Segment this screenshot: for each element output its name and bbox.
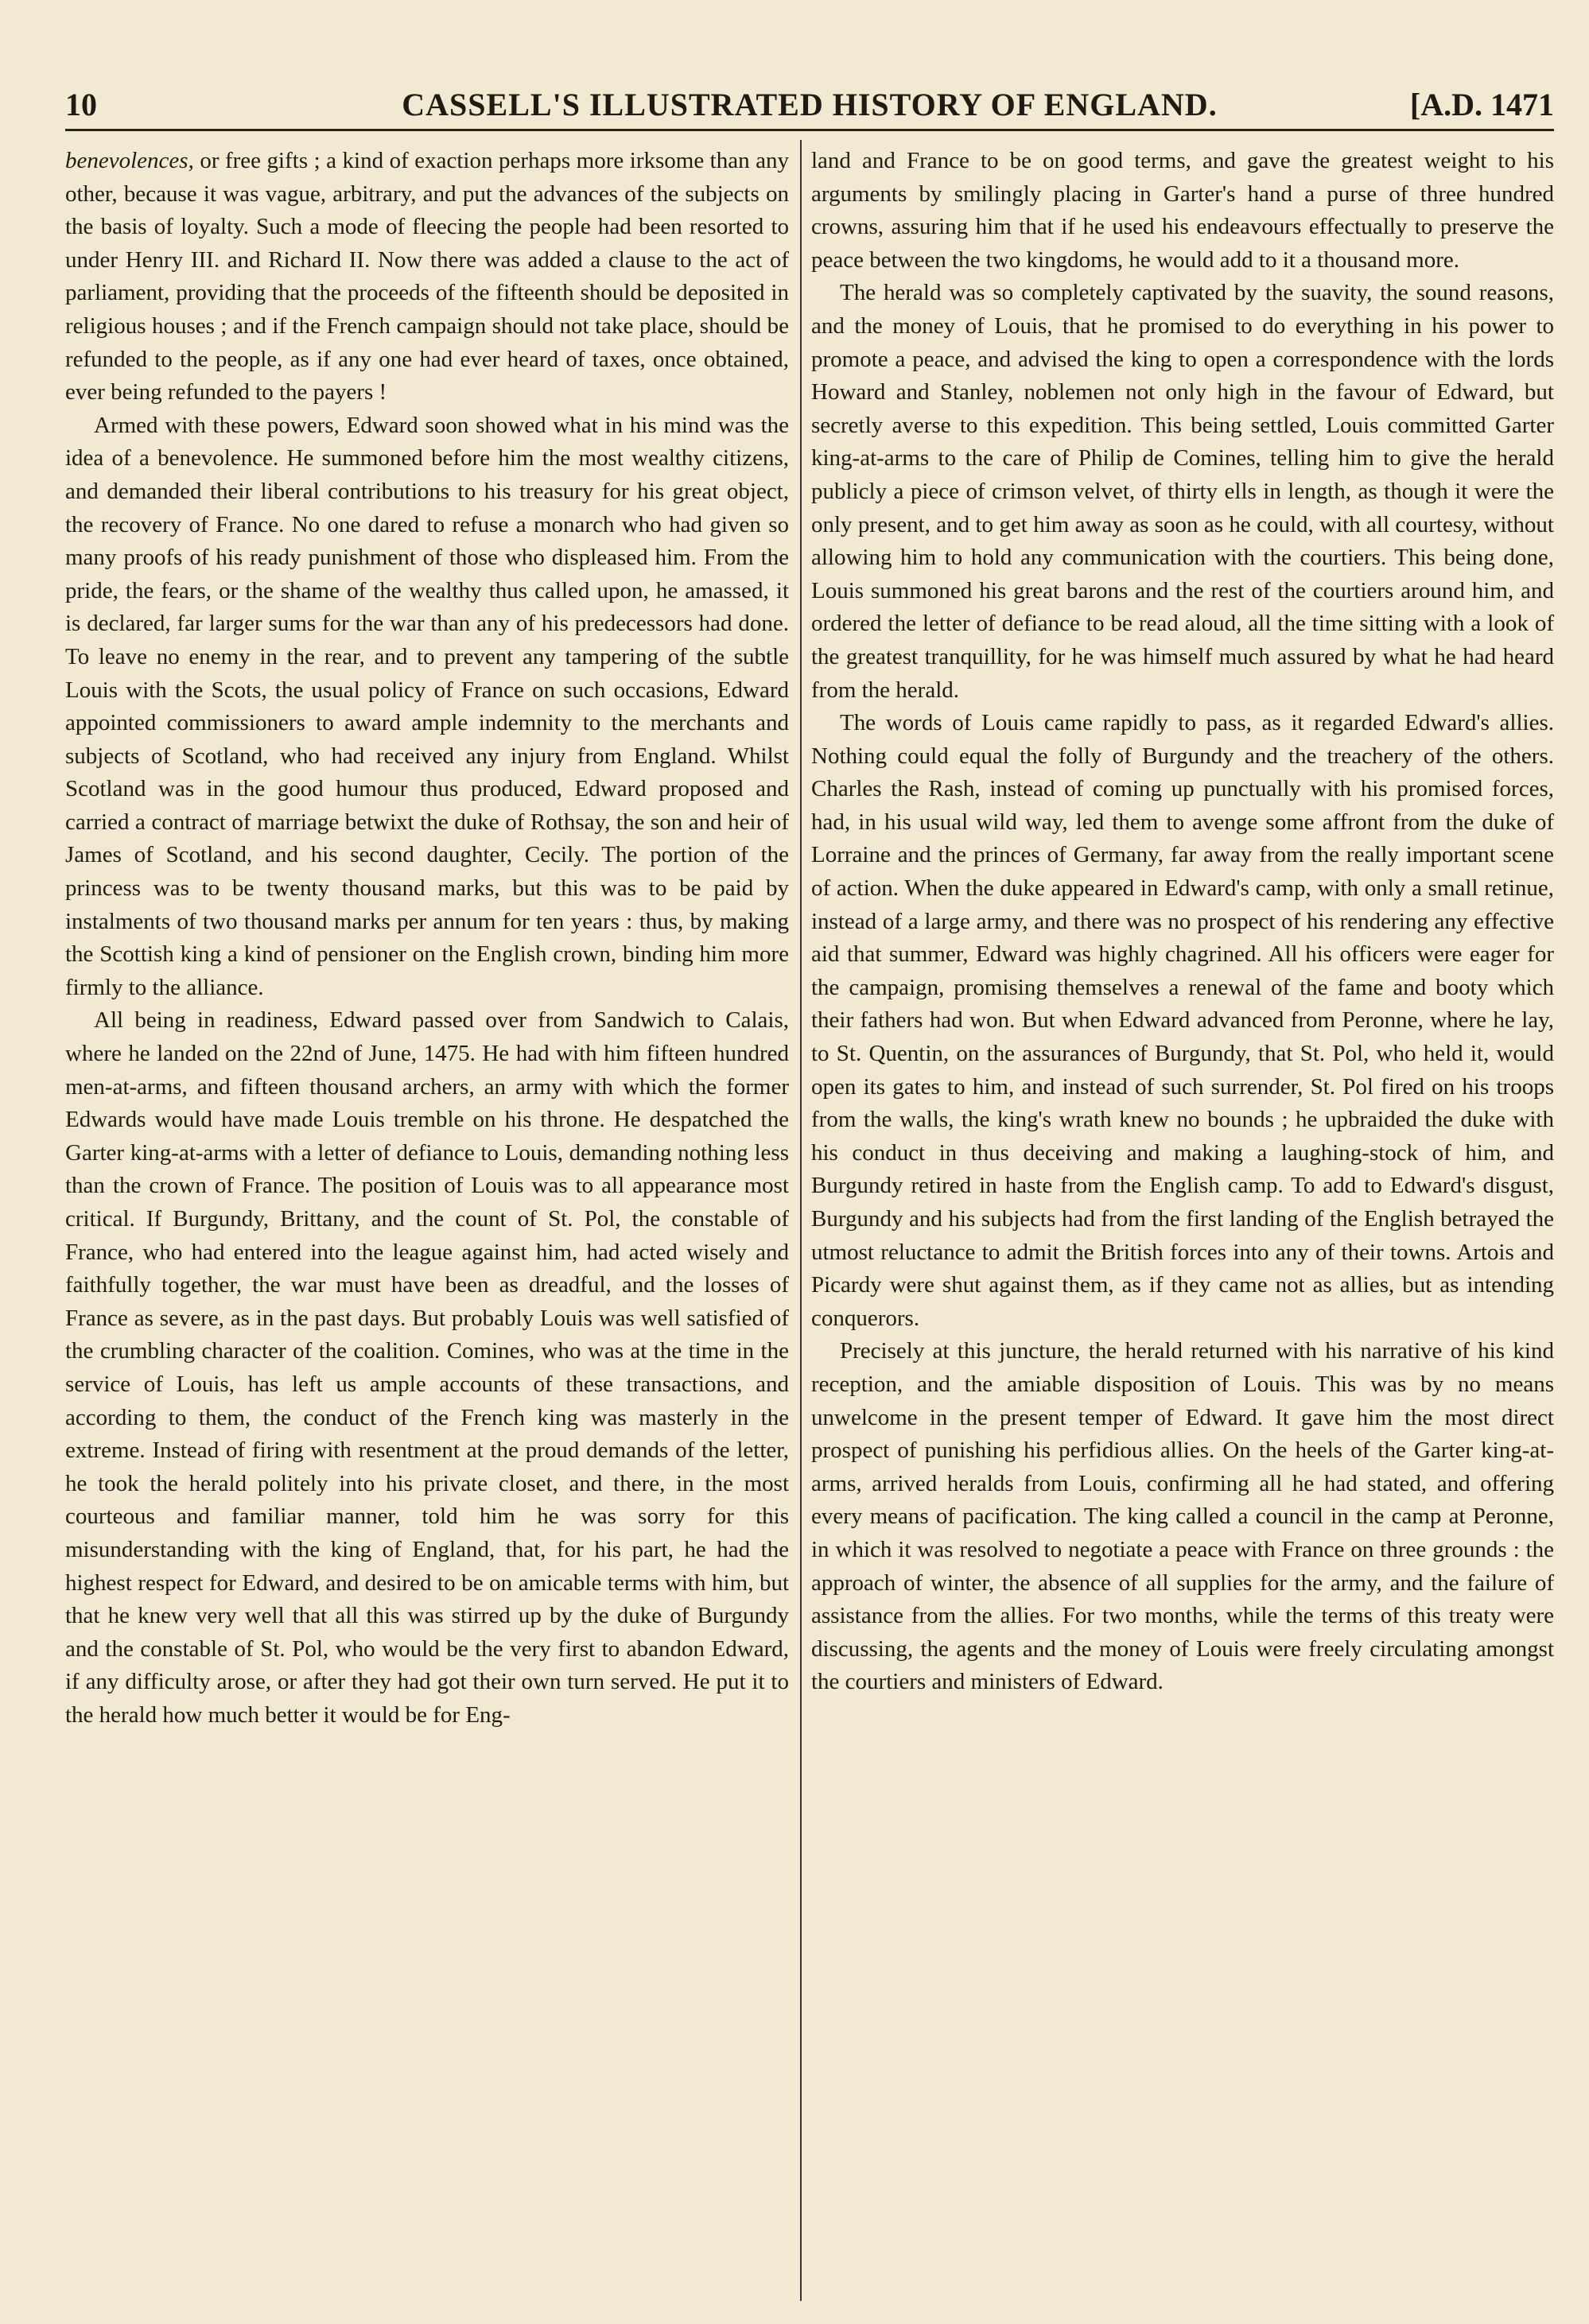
book-page	[65, 83, 1554, 2301]
paragraph: The words of Louis came rapidly to pass, as it regarded Edward's allies. Nothing could equal the folly of Burgundy and the treachery of the others. Charles the Rash, instead of coming up punctually with his promised forces, had, in his usual wild way, led them to avenge some affront from the duke of Lorraine and the princes of Germany, far away from the really important scene of action. When the duke appeared in Edward's camp, with only a small retinue, instead of a large army, and there was no prospect of his rendering any effective aid that summer, Edward was highly chagrined. All his officers were eager for the campaign, promising themselves a renewal of the fame and booty which their fathers had won. But when Edward advanced from Peronne, where he lay, to St. Quentin, on the assurances of Burgundy, that St. Pol, who held it, would open its gates to him, and instead of such surrender, St. Pol fired on his troops from the walls, the king's wrath knew no bounds ; he upbraided the duke with his conduct in thus deceiving and making a laughing-stock of him, and Burgundy retired in haste from the English camp. To add to Edward's disgust, Burgundy and his subjects had from the first landing of the English betrayed the utmost reluctance to admit the British forces into any of their towns. Artois and Picardy were shut against them, as if they came not as allies, but as intending conquerors.	[811, 710, 1554, 1331]
paragraph: The herald was so completely captivated by the suavity, the sound reasons, and the money of Louis, that he promised to do everything in his power to promote a peace, and advised the king to open a correspondence with the lords Howard and Stanley, noblemen not only high in the favour of Edward, but secretly averse to this expedition. This being settled, Louis committed Garter king-at-arms to the care of Philip de Comines, telling him to give the herald publicly a piece of crimson velvet, of thirty ells in length, as though it were the only present, and to get him away as soon as he could, with all courtesy, without allowing him to hold any communication with the courtiers. This being done, Louis summoned his great barons and the rest of the courtiers around him, and ordered the letter of defiance to be read aloud, all the time sitting with a look of the greatest tranquillity, for he was himself much assured by what he had heard from the herald.	[811, 280, 1554, 703]
page-number: 10	[65, 87, 97, 122]
paragraph: Precisely at this juncture, the herald returned with his narrative of his kind reception, and the amiable disposition of Louis. This was by no means unwelcome in the present temper of Edward. It gave him the most direct prospect of punishing his perfidious allies. On the heels of the Garter king-at-arms, arrived heralds from Louis, confirming all he had stated, and offering every means of pacification. The king called a council in the camp at Peronne, in which it was resolved to negotiate a peace with France on three grounds : the approach of winter, the absence of all supplies for the army, and the failure of assistance from the allies. For two months, while the terms of this treaty were discussing, the agents and the money of Louis were freely circulating amongst the courtiers and ministers of Edward.	[811, 1338, 1554, 1695]
italic-term: benevolences,	[65, 148, 194, 173]
date-marker: [A.D. 1471	[1409, 87, 1554, 122]
paragraph: All being in readiness, Edward passed over from Sandwich to Calais, where he landed on the 22nd of June, 1475. He had with him fifteen hundred men-at-arms, and fifteen thousand archers, an army with which the former Edwards would have made Louis tremble on his throne. He despatched the Garter king-at-arms with a letter of defiance to Louis, demanding nothing less than the crown of France. The position of Louis was to all appearance most critical. If Burgundy, Brittany, and the count of St. Pol, the constable of France, who had entered into the league against him, had acted wisely and faithfully together, the war must have been as dreadful, and the losses of France as severe, as in the past days. But probably Louis was well satisfied of the crumbling character of the coalition. Comines, who was at the time in the service of Louis, has left us ample accounts of these transactions, and according to them, the conduct of the French king was masterly in the extreme. Instead of firing with resentment at the proud demands of the letter, he took the herald politely into his private closet, and there, in the most courteous and familiar manner, told him he was sorry for this misunderstanding with the king of England, that, for his part, he had the highest respect for Edward, and desired to be on amicable terms with him, but that he knew very well that all this was stirred up by the duke of Burgundy and the constable of St. Pol, who would be the very first to abandon Edward, if any difficulty arose, or after they had got their own turn served. He put it to the herald how much better it would be for Eng-	[65, 1007, 789, 1728]
paragraph: Armed with these powers, Edward soon showed what in his mind was the idea of a benevolence. He summoned before him the most wealthy citizens, and demanded their liberal contributions to his treasury for his great object, the recovery of France. No one dared to refuse a monarch who had given so many proofs of his ready punishment of those who displeased him. From the pride, the fears, or the shame of the wealthy thus called upon, he amassed, it is declared, far larger sums for the war than any of his predecessors had done. To leave no enemy in the rear, and to prevent any tampering of the subtle Louis with the Scots, the usual policy of France on such occasions, Edward appointed commissioners to award ample indemnity to the merchants and subjects of Scotland, who had received any injury from England. Whilst Scotland was in the good humour thus produced, Edward proposed and carried a contract of marriage betwixt the duke of Rothsay, the son and heir of James of Scotland, and his second daughter, Cecily. The portion of the princess was to be twenty thousand marks, but this was to be paid by instalments of two thousand marks per annum for ten years : thus, by making the Scottish king a kind of pensioner on the English crown, binding him more firmly to the alliance.	[65, 412, 789, 1000]
column-divider	[800, 140, 802, 2301]
paragraph-text: or free gifts ; a kind of exaction perhaps more irksome than any other, because it was vague, arbitrary, and put the advances of the subjects on the basis of loyalty. Such a mode of fleecing the people had been resorted to under Henry III. and Richard II. Now there was added a clause to the act of parliament, providing that the proceeds of the fifteenth should be deposited in religious houses ; and if the French campaign should not take place, should be refunded to the people, as if any one had ever heard of taxes, once obtained, ever being refunded to the payers !	[65, 148, 789, 405]
paragraph: land and France to be on good terms, and gave the greatest weight to his arguments by smilingly placing in Garter's hand a purse of three hundred crowns, assuring him that if he used his endeavours effectually to preserve the peace between the two kingdoms, he would add to it a thousand more.	[811, 148, 1554, 273]
right-column	[811, 145, 1554, 1699]
paragraph	[65, 145, 789, 409]
left-column	[65, 145, 789, 1732]
running-title: CASSELL'S ILLUSTRATED HISTORY OF ENGLAND.	[402, 87, 1218, 122]
header-rule	[65, 129, 1554, 131]
running-header	[65, 83, 1554, 135]
